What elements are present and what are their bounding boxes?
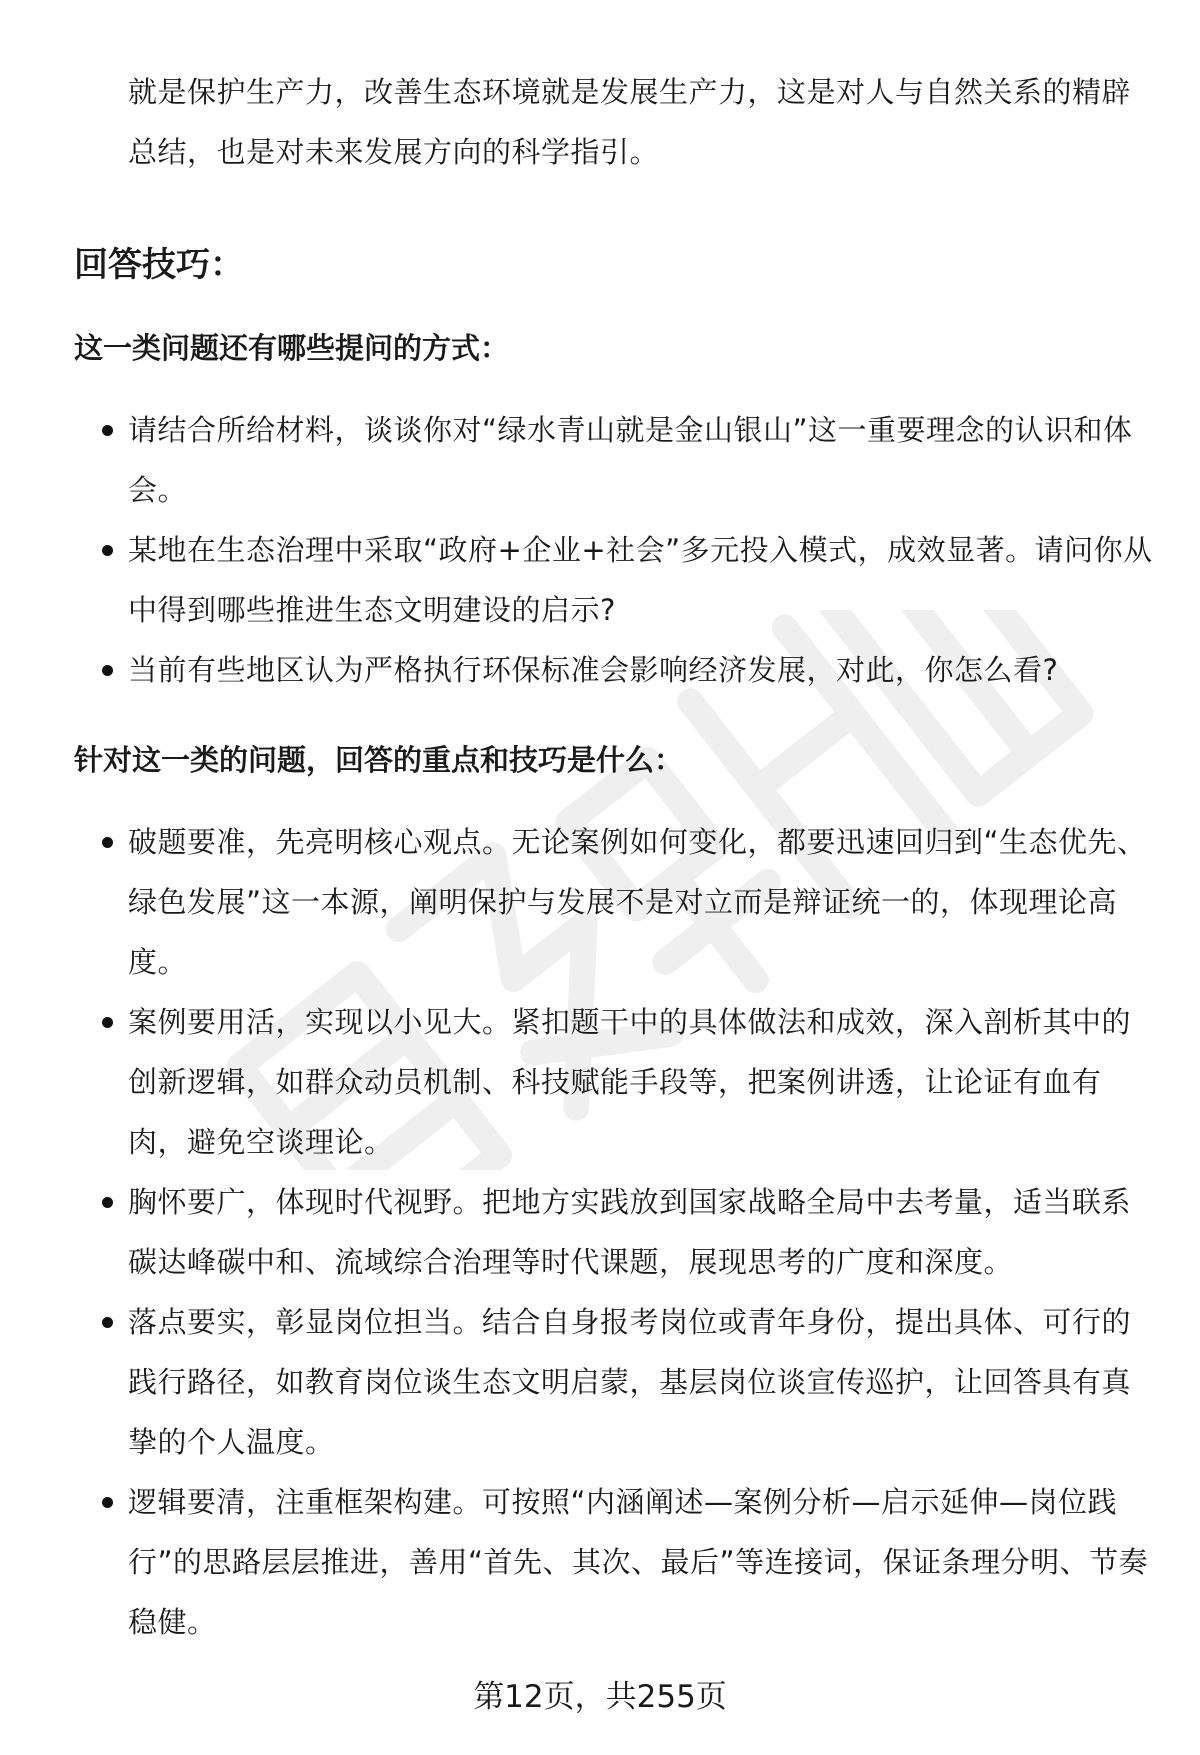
list-item-text: 请结合所给材料，谈谈你对“绿水青山就是金山银山”这一重要理念的认识和体会。	[128, 413, 1133, 507]
list-item	[74, 992, 1154, 1172]
list-item	[74, 1172, 1154, 1292]
bullet-icon	[102, 545, 113, 556]
bullet-icon	[102, 1197, 113, 1208]
questions-heading: 这一类问题还有哪些提问的方式：	[74, 331, 510, 365]
list-item-text: 胸怀要广，体现时代视野。把地方实践放到国家战略全局中去考量，适当联系碳达峰碳中和、流域综合治理等时代课题，展现思考的广度和深度。	[128, 1185, 1132, 1279]
tips-list	[74, 812, 1154, 1652]
bullet-icon	[102, 837, 113, 848]
bullet-icon	[102, 1017, 113, 1028]
tips-heading: 针对这一类的问题，回答的重点和技巧是什么：	[74, 743, 684, 777]
list-item	[74, 1472, 1154, 1652]
bullet-icon	[102, 1317, 113, 1328]
page-footer: 第12页，共255页	[473, 1679, 727, 1715]
list-item-text: 案例要用活，实现以小见大。紧扣题干中的具体做法和成效，深入剖析其中的创新逻辑，如群众动员机制、科技赋能手段等，把案例讲透，让论证有血有肉，避免空谈理论。	[128, 1005, 1132, 1159]
page-content	[74, 62, 1154, 1652]
list-item-text: 某地在生态治理中采取“政府+企业+社会”多元投入模式，成效显著。请问你从中得到哪些推进生态文明建设的启示?	[128, 533, 1153, 627]
list-item	[74, 640, 1154, 700]
list-item	[74, 400, 1154, 520]
bullet-icon	[102, 425, 113, 436]
list-item	[74, 1292, 1154, 1472]
top-paragraph: 就是保护生产力，改善生态环境就是发展生产力，这是对人与自然关系的精辟总结，也是对未来发展方向的科学指引。	[128, 75, 1132, 169]
section-heading: 回答技巧：	[74, 245, 244, 285]
list-item-text: 破题要准，先亮明核心观点。无论案例如何变化，都要迅速回归到“生态优先、绿色发展”这一本源，阐明保护与发展不是对立而是辩证统一的，体现理论高度。	[128, 825, 1147, 979]
list-item	[74, 812, 1154, 992]
list-item-text: 当前有些地区认为严格执行环保标准会影响经济发展，对此，你怎么看?	[128, 653, 1059, 687]
list-item-text: 逻辑要清，注重框架构建。可按照“内涵阐述—案例分析—启示延伸—岗位践行”的思路层层推进，善用“首先、其次、最后”等连接词，保证条理分明、节奏稳健。	[128, 1485, 1149, 1639]
questions-list	[74, 400, 1154, 700]
list-item-text: 落点要实，彰显岗位担当。结合自身报考岗位或青年身份，提出具体、可行的践行路径，如教育岗位谈生态文明启蒙，基层岗位谈宣传巡护，让回答具有真挚的个人温度。	[128, 1305, 1132, 1459]
list-item	[74, 520, 1154, 640]
bullet-icon	[102, 665, 113, 676]
bullet-icon	[102, 1497, 113, 1508]
